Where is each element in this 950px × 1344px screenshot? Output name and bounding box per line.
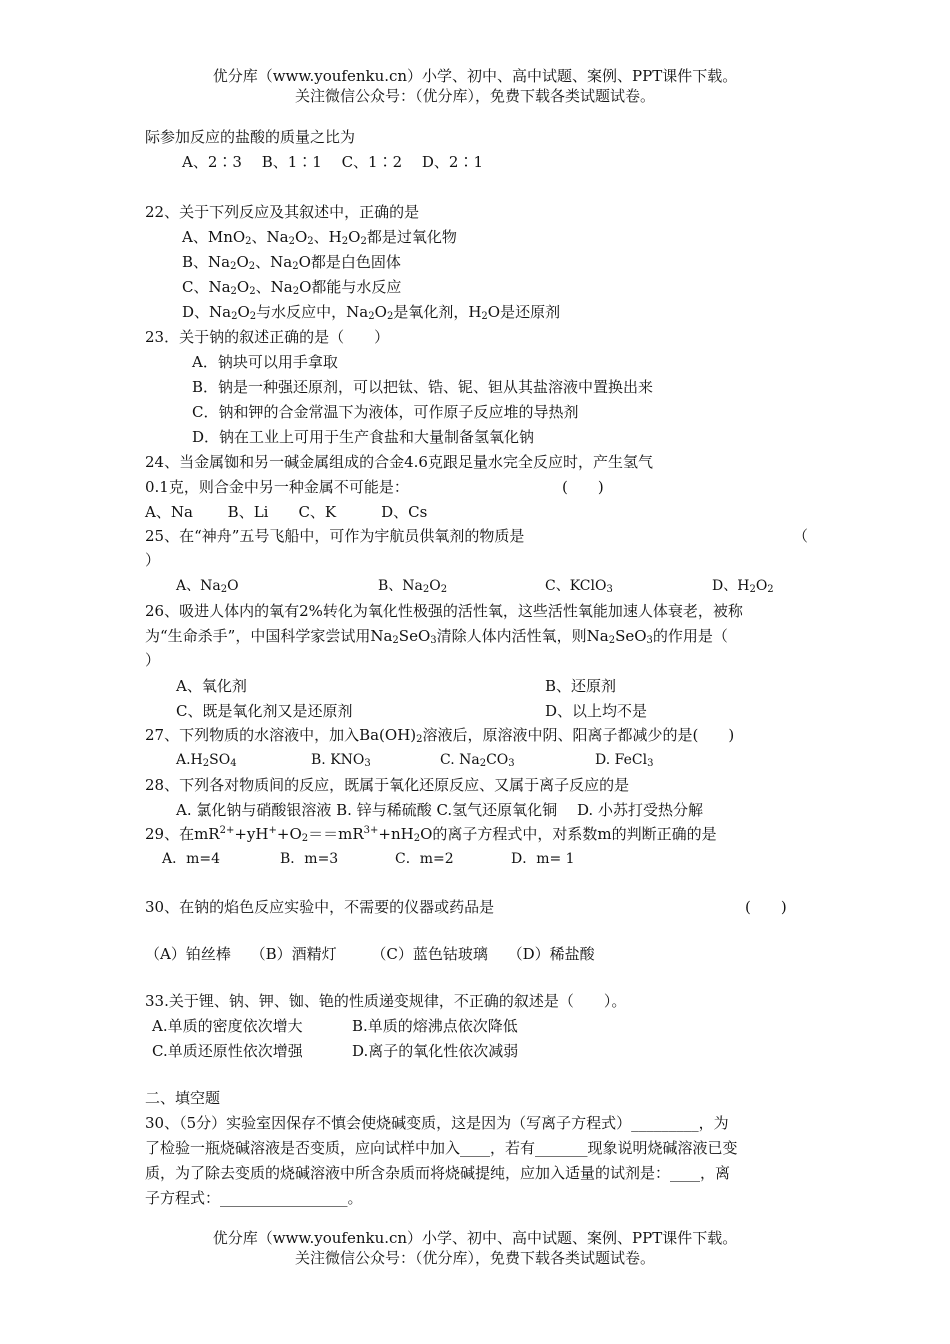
q33-option-a: A.单质的密度依次增大: [152, 1017, 303, 1035]
q21-options: A、2∶3 B、1∶1 C、1∶2 D、2∶1: [182, 153, 484, 171]
q26-option-c: C、既是氧化剂又是还原剂: [176, 702, 353, 720]
q22-option-d: D、$Na_2O_2$与水反应中，$Na_2O_2$是氧化剂，$H_2O$是还原剂: [182, 303, 561, 322]
fill-q30-line-3: 质，为了除去变质的烧碱溶液中所含杂质而将烧碱提纯，应加入适量的试剂是：____，离: [145, 1164, 731, 1182]
q26-option-a: A、氧化剂: [176, 677, 247, 695]
q25-stem: 25、在“神舟”五号飞船中，可作为宇航员供氧剂的物质是: [145, 527, 525, 545]
q28-options: A. 氯化钠与硝酸银溶液 B. 锌与稀硫酸 C.氢气还原氧化铜 D. 小苏打受热分解: [176, 801, 703, 819]
header-line-2: 关注微信公众号：（优分库），免费下载各类试题试卷。: [294, 87, 655, 105]
q26-line-3: ）: [145, 651, 161, 669]
q25-option-d: D、$H_2O_2$: [712, 578, 774, 595]
q24-line-1: 24、当金属铷和另一碱金属组成的合金4.6克跟足量水完全反应时，产生氢气: [145, 453, 653, 471]
q26-line-2: 为“生命杀手”，中国科学家尝试用$Na_2SeO_3$清除人体内活性氧，则$Na_2SeO_3$的作用是（: [145, 627, 728, 646]
q28-stem: 28、下列各对物质间的反应，既属于氧化还原反应、又属于离子反应的是: [145, 776, 630, 794]
q26-line-1: 26、吸进人体内的氧有2%转化为氧化性极强的活性氧，这些活性氧能加速人体衰老，被称: [145, 602, 743, 620]
q27-option-b: B. $KNO_3$: [311, 752, 371, 769]
footer-line-1: 优分库（www.youfenku.cn）小学、初中、高中试题、案例、PPT课件下载。: [212, 1229, 738, 1247]
q25-option-a: A、$Na_2O$: [176, 578, 239, 595]
q30-flame-stem: 30、在钠的焰色反应实验中，不需要的仪器或药品是: [145, 898, 495, 916]
fill-q30-line-2: 了检验一瓶烧碱溶液是否变质，应向试样中加入____，若有_______现象说明烧碱溶液已变: [145, 1139, 738, 1157]
q29-option-a: A．m=4: [162, 851, 221, 867]
q23-option-a: A．钠块可以用手拿取: [192, 353, 338, 371]
q29-option-c: C．m=2: [395, 851, 454, 867]
q24-answer-paren: ( ): [562, 478, 604, 496]
q27-stem: 27、下列物质的水溶液中，加入$Ba(OH)_2$溶液后，原溶液中阴、阳离子都减少的是( ): [145, 726, 735, 745]
q23-option-c: C．钠和钾的合金常温下为液体，可作原子反应堆的导热剂: [192, 403, 579, 421]
q22-option-c: C、$Na_2O_2$、$Na_2O$都能与水反应: [182, 278, 402, 297]
q25-option-c: C、KClO$_3$: [545, 578, 613, 595]
q22-stem: 22、关于下列反应及其叙述中，正确的是: [145, 203, 420, 221]
q29-option-d: D．m= 1: [511, 851, 575, 867]
fill-q30-line-4: 子方程式：_________________。: [145, 1189, 363, 1207]
q23-stem: 23．关于钠的叙述正确的是（ ）: [145, 328, 390, 346]
q33-option-c: C.单质还原性依次增强: [152, 1042, 303, 1060]
q33-stem: 33.关于锂、钠、钾、铷、铯的性质递变规律，不正确的叙述是（ ）。: [145, 992, 627, 1010]
q21-continuation: 际参加反应的盐酸的质量之比为: [145, 128, 356, 146]
q25-paren-close: ）: [145, 551, 161, 569]
q27-option-d: D. FeCl$_3$: [595, 752, 654, 769]
q30-flame-options: （A）铂丝棒 （B）酒精灯 （C）蓝色钴玻璃 （D）稀盐酸: [145, 945, 595, 963]
q24-options: A、Na B、Li C、K D、Cs: [145, 503, 428, 521]
q23-option-d: D．钠在工业上可用于生产食盐和大量制备氢氧化钠: [192, 428, 535, 446]
q23-option-b: B．钠是一种强还原剂，可以把钛、锆、铌、钽从其盐溶液中置换出来: [192, 378, 654, 396]
q25-paren-open: （: [793, 527, 809, 545]
q22-option-a: A、MnO$_2$、$Na_2O_2$、$H_2O_2$都是过氧化物: [182, 228, 457, 247]
q33-option-b: B.单质的熔沸点依次降低: [352, 1017, 518, 1035]
q25-option-b: B、$Na_2O_2$: [378, 578, 448, 595]
q26-option-d: D、以上均不是: [545, 702, 648, 720]
q29-stem: 29、在$mR^{2+}+yH^++O_2==mR^{3+}+nH_2O$的离子方程式中，对系数m的判断正确的是: [145, 825, 717, 844]
q33-option-d: D.离子的氧化性依次减弱: [352, 1042, 519, 1060]
fill-q30-line-1: 30、（5分）实验室因保存不慎会使烧碱变质，这是因为（写离子方程式）_________，为: [145, 1114, 729, 1132]
q29-option-b: B．m=3: [280, 851, 339, 867]
q22-option-b: B、$Na_2O_2$、$Na_2O$都是白色固体: [182, 253, 401, 272]
q26-option-b: B、还原剂: [545, 677, 617, 695]
section-2-title: 二、填空题: [145, 1089, 221, 1107]
header-line-1: 优分库（www.youfenku.cn）小学、初中、高中试题、案例、PPT课件下载。: [212, 67, 738, 85]
q30-flame-paren: ( ): [745, 898, 787, 916]
q24-line-2: 0.1克，则合金中另一种金属不可能是：: [145, 478, 409, 496]
q27-option-a: $A.H_2SO_4$: [176, 752, 237, 769]
q27-option-c: C. $Na_2CO_3$: [440, 752, 515, 769]
footer-line-2: 关注微信公众号：（优分库），免费下载各类试题试卷。: [294, 1249, 655, 1267]
